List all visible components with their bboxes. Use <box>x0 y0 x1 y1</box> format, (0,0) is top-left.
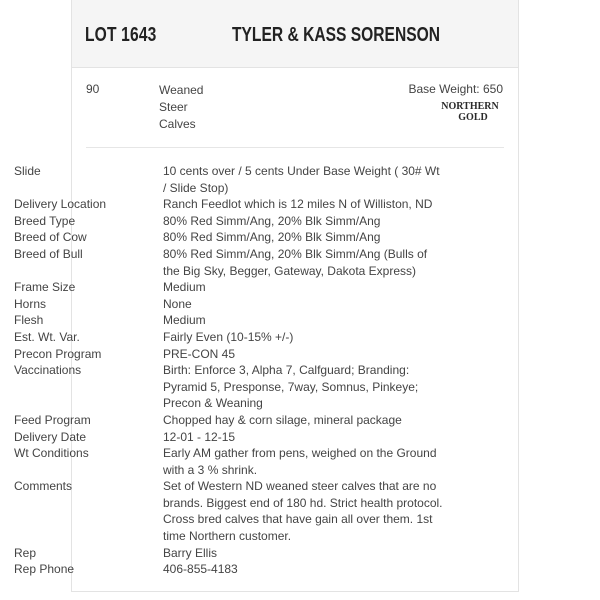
northern-gold-logo <box>437 99 503 123</box>
detail-value: None <box>163 296 192 311</box>
description-line: Weaned <box>159 83 204 97</box>
detail-label: Flesh <box>14 313 44 328</box>
detail-value: 10 cents over / 5 cents Under Base Weight ( 30# Wt / Slide Stop) <box>163 164 440 195</box>
detail-label: Breed of Bull <box>14 246 83 261</box>
detail-row <box>14 163 590 196</box>
detail-label: Slide <box>14 164 41 178</box>
detail-row <box>14 362 590 412</box>
logo-text-bottom: GOLD <box>458 112 488 123</box>
description-line: Steer <box>159 100 188 114</box>
detail-row <box>14 279 590 296</box>
detail-label: Rep <box>14 545 37 560</box>
detail-row <box>14 346 590 363</box>
details-list <box>14 163 590 578</box>
detail-label: Delivery Date <box>14 429 87 444</box>
detail-row <box>14 196 590 213</box>
detail-value: Ranch Feedlot which is 12 miles N of Williston, ND <box>163 197 433 212</box>
detail-row <box>14 329 590 346</box>
detail-label: Wt Conditions <box>14 446 89 461</box>
detail-row <box>14 312 590 329</box>
detail-value: 406-855-4183 <box>163 562 238 577</box>
detail-label: Frame Size <box>14 280 76 295</box>
detail-value: Medium <box>163 313 206 328</box>
lot-header <box>72 0 518 68</box>
detail-value: Birth: Enforce 3, Alpha 7, Calfguard; Branding: Pyramid 5, Presponse, 7way, Somnus, Pinkeye; Precon & Weaning <box>163 363 419 411</box>
detail-value: Chopped hay & corn silage, mineral package <box>163 412 402 427</box>
detail-value: Fairly Even (10-15% +/-) <box>163 329 294 344</box>
head-count: 90 <box>86 82 100 96</box>
detail-row <box>14 545 590 562</box>
detail-value: PRE-CON 45 <box>163 346 236 361</box>
detail-row <box>14 561 590 578</box>
logo-text-top: NORTHERN <box>441 101 499 112</box>
description-line: Calves <box>159 117 196 131</box>
detail-value: 12-01 - 12-15 <box>163 429 236 444</box>
detail-row <box>14 429 590 446</box>
detail-row <box>14 445 590 478</box>
detail-label: Horns <box>14 296 47 311</box>
detail-row <box>14 412 590 429</box>
cattle-description <box>159 82 203 133</box>
lot-number: LOT 1643 <box>85 24 157 46</box>
detail-value: Medium <box>163 280 206 295</box>
detail-row <box>14 478 590 544</box>
detail-row <box>14 213 590 230</box>
detail-value: 80% Red Simm/Ang, 20% Blk Simm/Ang <box>163 230 381 245</box>
lot-summary <box>72 68 518 154</box>
detail-label: Vaccinations <box>14 363 82 378</box>
detail-label: Breed Type <box>14 213 76 228</box>
detail-value: 80% Red Simm/Ang, 20% Blk Simm/Ang <box>163 213 381 228</box>
detail-value: Set of Western ND weaned steer calves that are no brands. Biggest end of 180 hd. Strict health protocol. Cross bred calves that have gain all over them. 1st time Northern customer. <box>163 479 443 544</box>
detail-label: Feed Program <box>14 412 91 427</box>
seller-name: TYLER & KASS SORENSON <box>232 24 441 46</box>
detail-row <box>14 229 590 246</box>
detail-row <box>14 296 590 313</box>
detail-label: Comments <box>14 479 73 494</box>
base-weight: Base Weight: 650 <box>408 82 503 96</box>
detail-value: 80% Red Simm/Ang, 20% Blk Simm/Ang (Bulls of the Big Sky, Begger, Gateway, Dakota Express) <box>163 246 428 278</box>
detail-label: Breed of Cow <box>14 230 87 245</box>
detail-value: Early AM gather from pens, weighed on the Ground with a 3 % shrink. <box>163 446 437 477</box>
detail-label: Est. Wt. Var. <box>14 329 80 344</box>
detail-value: Barry Ellis <box>163 545 218 560</box>
detail-label: Precon Program <box>14 346 102 361</box>
divider <box>86 147 504 148</box>
detail-row <box>14 246 590 279</box>
detail-label: Delivery Location <box>14 197 107 212</box>
detail-label: Rep Phone <box>14 562 75 577</box>
